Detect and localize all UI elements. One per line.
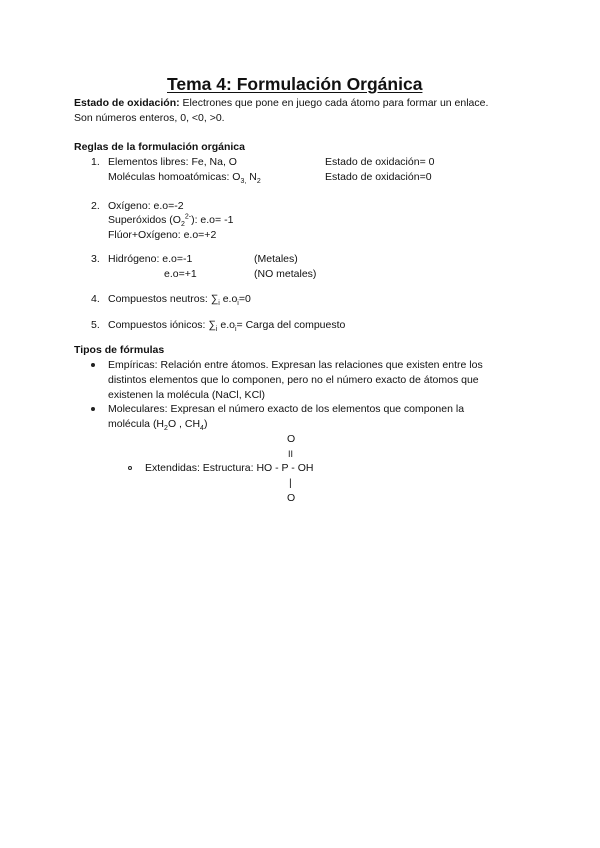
- page-title: Tema 4: Formulación Orgánica: [167, 74, 423, 94]
- ch4-subscript: 4: [200, 425, 204, 433]
- structure-top-oxygen: O: [287, 433, 296, 445]
- sub-bullet-extendidas: [128, 466, 132, 470]
- rule-4-sub-1: i: [218, 300, 220, 308]
- rule-2-line-b: [108, 213, 233, 227]
- rule-3-line-b-right: (NO metales): [254, 268, 317, 280]
- empiricas-line-3: existenen la molécula (NaCl, KCl): [108, 389, 265, 401]
- intro-label: Estado de oxidación:: [74, 97, 180, 109]
- rule-1-line-b-text: Moléculas homoatómicas: O: [108, 171, 241, 183]
- h2-subscript: 2: [164, 425, 168, 433]
- rule-5-pre: Compuestos iónicos: ∑: [108, 319, 216, 331]
- rule-5-sub-2: i: [234, 326, 237, 334]
- empiricas-line-1: Empíricas: Relación entre átomos. Expresan las relaciones que existen entre los: [108, 359, 483, 371]
- o2-subscript: 2: [180, 221, 185, 229]
- rule-4-sub-2: i: [237, 300, 239, 308]
- extendidas-line: Extendidas: Estructura: HO - P - OH: [145, 462, 314, 474]
- bullet-empiricas: [91, 363, 95, 367]
- rule-4-pre: Compuestos neutros: ∑: [108, 293, 219, 305]
- rule-3-line-a: Hidrógeno: e.o=-1: [108, 253, 193, 265]
- moleculares-line-2-pre: molécula (H: [108, 418, 165, 430]
- rule-2-number: 2.: [91, 200, 100, 212]
- charge-superscript: 2-: [184, 213, 192, 221]
- rule-4-post: =0: [238, 293, 251, 305]
- rule-1-line-a: Elementos libres: Fe, Na, O: [108, 156, 237, 168]
- rule-5-mid: e.o: [217, 319, 235, 331]
- moleculares-line-2-mid: O , CH: [167, 418, 201, 430]
- o3-subscript: 3,: [240, 178, 247, 186]
- intro-line-2: Son números enteros, 0, <0, >0.: [74, 112, 225, 124]
- rule-1-number: 1.: [91, 156, 100, 168]
- rule-4-number: 4.: [91, 293, 100, 305]
- rule-4-text: [108, 292, 251, 306]
- tipos-heading: Tipos de fórmulas: [74, 344, 165, 356]
- structure-single-bond: |: [289, 477, 292, 489]
- structure-bottom-oxygen: O: [287, 492, 296, 504]
- empiricas-line-2: distintos elementos que lo componen, pero no el número exacto de átomos que: [108, 374, 479, 386]
- structure-double-bond: II: [288, 449, 294, 459]
- rule-3-line-a-right: (Metales): [254, 253, 298, 265]
- rule-4-mid: e.o: [219, 293, 238, 305]
- rule-2-line-b-post: ): e.o= -1: [191, 214, 234, 226]
- n2-subscript: 2: [256, 178, 261, 186]
- reglas-heading: Reglas de la formulación orgánica: [74, 141, 245, 153]
- rule-1-line-a-right: Estado de oxidación= 0: [325, 156, 435, 168]
- rule-1-line-b-right: Estado de oxidación=0: [325, 171, 432, 183]
- moleculares-line-2-post: ): [203, 418, 208, 430]
- rule-2-line-b-pre: Superóxidos (O: [108, 214, 181, 226]
- rule-5-post: = Carga del compuesto: [236, 319, 346, 331]
- rule-3-number: 3.: [91, 253, 100, 265]
- rule-5-number: 5.: [91, 319, 100, 331]
- rule-1-line-b: [108, 170, 261, 184]
- moleculares-line-1: Moleculares: Expresan el número exacto de los elementos que componen la: [108, 403, 465, 415]
- rule-3-line-b: e.o=+1: [164, 268, 197, 280]
- rule-2-line-c: Flúor+Oxígeno: e.o=+2: [108, 229, 217, 241]
- rule-2-line-a: Oxígeno: e.o=-2: [108, 200, 184, 212]
- intro-line-1: [74, 96, 488, 110]
- moleculares-line-2: [108, 417, 207, 431]
- intro-text: Electrones que pone en juego cada átomo para formar un enlace.: [182, 97, 489, 109]
- bullet-moleculares: [91, 407, 95, 411]
- rule-1-line-b-n: N: [246, 171, 257, 183]
- rule-5-sub-1: i: [215, 326, 218, 334]
- rule-5-text: [108, 318, 345, 332]
